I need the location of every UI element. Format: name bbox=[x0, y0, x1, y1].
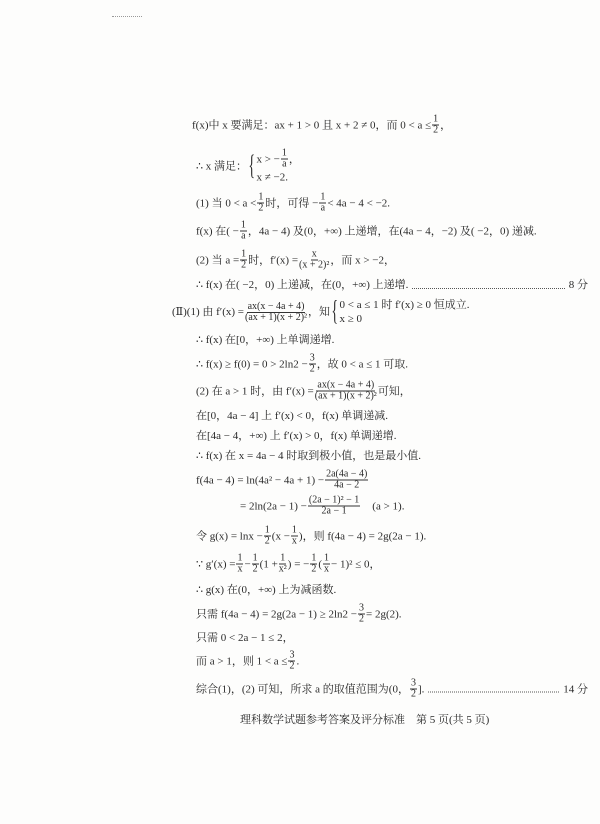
fraction bbox=[240, 250, 247, 271]
numerator: 1 bbox=[320, 191, 326, 203]
fraction bbox=[432, 115, 439, 136]
fraction bbox=[279, 554, 287, 575]
fraction bbox=[252, 554, 259, 575]
text-run: f(x)中 x 要满足：ax + 1 > 0 且 x + 2 ≠ 0，而 0 < a ≤ bbox=[192, 119, 432, 131]
text-run: − 1)² ≤ 0， bbox=[331, 558, 381, 570]
left-brace: { bbox=[248, 150, 256, 181]
score-points: 8 分 bbox=[568, 279, 588, 291]
solution-line bbox=[196, 632, 294, 644]
text-run: 时，可得 − bbox=[265, 197, 319, 209]
fraction bbox=[264, 526, 271, 547]
text-run: ) = − bbox=[287, 558, 310, 570]
text-run: 时，f′(x) = bbox=[248, 254, 299, 266]
scan-speck bbox=[112, 16, 142, 19]
numerator: 1 bbox=[241, 248, 247, 260]
denominator: (ax + 1)(x + 2)² bbox=[314, 390, 377, 402]
text-run: ∴ f(x) 在[0，+∞) 上单调递增. bbox=[196, 334, 335, 346]
numerator: ax(x − 4a + 4) bbox=[317, 379, 375, 391]
numerator: 3 bbox=[289, 649, 295, 661]
denominator: 2 bbox=[258, 202, 264, 214]
denominator: 2 bbox=[264, 535, 270, 547]
text-run: (2) 当 a = bbox=[196, 254, 240, 266]
solution-line bbox=[196, 450, 421, 462]
fraction bbox=[308, 496, 360, 517]
case-row bbox=[339, 299, 469, 311]
text-run: . bbox=[296, 655, 300, 667]
text-run: ]. bbox=[417, 683, 425, 695]
numerator: 3 bbox=[410, 677, 416, 689]
solution-line bbox=[196, 430, 397, 442]
text-run: x ≠ −2. bbox=[256, 171, 288, 184]
text-run: ，4a − 4) 及(0，+∞) 上递增，在(4a − 4，−2) 及( −2，0) 递减. bbox=[247, 225, 537, 237]
solution-line bbox=[196, 584, 336, 596]
text-run: ∵ g′(x) = bbox=[196, 558, 236, 570]
text-run: f(x) 在( − bbox=[196, 225, 239, 237]
solution-line bbox=[196, 193, 390, 214]
numerator: 1 bbox=[324, 552, 330, 564]
fraction bbox=[291, 526, 298, 547]
text-run: 而 a > 1，则 1 < a ≤ bbox=[196, 655, 288, 667]
denominator: (ax + 1)(x + 2)² bbox=[244, 311, 308, 323]
text-run: f(4a − 4) = ln(4a² − 4a + 1) − bbox=[196, 474, 325, 486]
text-run: 令 g(x) = lnx − bbox=[196, 530, 263, 542]
denominator: 2 bbox=[311, 563, 317, 575]
fraction bbox=[323, 554, 330, 575]
text-run: ∴ f(x) 在 x = 4a − 4 时取到极小值，也是最小值. bbox=[196, 450, 422, 462]
text-run: ， bbox=[440, 119, 452, 131]
text-run: ∴ f(x) ≥ f(0) = 0 > 2ln2 − bbox=[196, 358, 308, 370]
text-run: 只需 0 < 2a − 1 ≤ 2， bbox=[196, 632, 294, 644]
solution-line bbox=[196, 354, 408, 375]
denominator: a bbox=[241, 230, 246, 242]
solution-line bbox=[196, 250, 395, 271]
denominator: 2 bbox=[309, 363, 315, 375]
text-run: (a > 1). bbox=[361, 500, 405, 512]
solution-line bbox=[196, 604, 402, 625]
fraction bbox=[358, 604, 365, 625]
fraction bbox=[310, 554, 317, 575]
solution-line bbox=[196, 470, 369, 491]
denominator: (x + 2)² bbox=[299, 259, 330, 271]
text-run: ( bbox=[318, 558, 323, 570]
solution-line bbox=[240, 496, 404, 517]
case-system bbox=[330, 298, 470, 326]
numerator: 2a(4a − 4) bbox=[326, 468, 368, 480]
fraction bbox=[319, 193, 326, 214]
fraction bbox=[410, 679, 417, 700]
solution-line bbox=[192, 115, 451, 136]
text-run: = 2ln(2a − 1) − bbox=[240, 500, 307, 512]
numerator: 1 bbox=[280, 552, 286, 564]
solution-line bbox=[196, 381, 411, 402]
solution-line bbox=[196, 679, 588, 700]
text-run: (1) 当 0 < a < bbox=[196, 197, 257, 209]
text-run: ∴ g(x) 在(0，+∞) 上为减函数. bbox=[196, 584, 337, 596]
fraction bbox=[309, 354, 316, 375]
solution-line bbox=[172, 298, 470, 326]
denominator: x bbox=[237, 563, 243, 575]
text-run: − bbox=[244, 558, 251, 570]
denominator: 2 bbox=[433, 124, 439, 136]
solution-line bbox=[196, 410, 388, 422]
denominator: 2 bbox=[359, 613, 364, 625]
text-run: ， bbox=[288, 153, 300, 165]
fraction bbox=[240, 221, 247, 242]
text-run: (2) 在 a > 1 时，由 f′(x) = bbox=[196, 385, 314, 397]
text-run: 只需 f(4a − 4) = 2g(2a − 1) ≥ 2ln2 − bbox=[196, 608, 357, 620]
denominator: x bbox=[324, 563, 330, 575]
case-rows bbox=[339, 299, 469, 325]
fraction bbox=[257, 193, 264, 214]
denominator: x bbox=[291, 535, 297, 547]
numerator: 1 bbox=[258, 191, 264, 203]
solution-line bbox=[196, 334, 334, 346]
numerator: x bbox=[311, 248, 317, 260]
solution-line bbox=[196, 651, 299, 672]
numerator: 3 bbox=[359, 602, 364, 614]
numerator: 1 bbox=[264, 524, 270, 536]
text-run: ，而 x > −2， bbox=[330, 254, 396, 266]
text-run: ∴ f(x) 在( −2，0) 上递减，在(0，+∞) 上递增. bbox=[196, 279, 409, 291]
denominator: 2 bbox=[241, 259, 247, 271]
case-rows bbox=[256, 149, 299, 184]
numerator: 1 bbox=[281, 147, 287, 159]
text-run: (x − bbox=[271, 530, 290, 542]
text-run: ∴ x 满足： bbox=[196, 160, 247, 172]
case-row bbox=[339, 313, 469, 325]
numerator: 3 bbox=[309, 352, 315, 364]
case-row bbox=[256, 172, 299, 184]
text-run: ，故 0 < a ≤ 1 可取. bbox=[316, 358, 409, 370]
denominator: 2 bbox=[289, 660, 295, 672]
text-run: 0 < a ≤ 1 时 f′(x) ≥ 0 恒成立. bbox=[339, 299, 470, 311]
numerator: 1 bbox=[237, 552, 243, 564]
solution-line bbox=[196, 149, 300, 184]
fraction bbox=[315, 381, 377, 402]
text-run: x ≥ 0 bbox=[339, 313, 363, 325]
solution-line bbox=[196, 279, 588, 291]
case-row bbox=[256, 149, 299, 170]
text-run: )，则 f(4a − 4) = 2g(2a − 1). bbox=[298, 530, 427, 542]
numerator: 1 bbox=[311, 552, 317, 564]
case-system bbox=[247, 149, 300, 184]
left-brace: { bbox=[331, 296, 339, 327]
fraction bbox=[299, 250, 329, 271]
fraction bbox=[236, 554, 243, 575]
solution-line bbox=[196, 526, 426, 547]
dotted-leader bbox=[428, 686, 559, 693]
denominator: 2a − 1 bbox=[321, 505, 347, 517]
fraction bbox=[281, 149, 288, 170]
numerator: (2a − 1)² − 1 bbox=[308, 494, 360, 506]
numerator: ax(x − 4a + 4) bbox=[247, 300, 305, 312]
fraction bbox=[288, 651, 295, 672]
denominator: a bbox=[320, 202, 326, 214]
text-run: < 4a − 4 < −2. bbox=[327, 197, 391, 209]
text-run: = 2g(2). bbox=[366, 608, 402, 620]
text-run: 可知， bbox=[377, 385, 411, 397]
text-run: 综合(1)，(2) 可知，所求 a 的取值范围为(0， bbox=[196, 683, 409, 695]
score-points: 14 分 bbox=[563, 683, 588, 695]
text-run: 在[4a − 4，+∞) 上 f′(x) > 0，f(x) 单调递增. bbox=[196, 430, 397, 442]
fraction bbox=[245, 302, 307, 323]
solution-line bbox=[196, 221, 537, 242]
text-run: x > − bbox=[256, 153, 280, 165]
denominator: 4a − 2 bbox=[334, 479, 360, 491]
denominator: 2 bbox=[252, 563, 258, 575]
dotted-leader bbox=[412, 282, 564, 289]
denominator: x² bbox=[278, 563, 287, 575]
denominator: 2 bbox=[410, 688, 416, 700]
text-run: (1 + bbox=[259, 558, 278, 570]
text-run: ，知 bbox=[308, 306, 331, 318]
text-run: 在[0，4a − 4] 上 f′(x) < 0，f(x) 单调递减. bbox=[196, 410, 388, 422]
denominator: a bbox=[282, 158, 287, 170]
numerator: 1 bbox=[433, 113, 439, 125]
fraction bbox=[325, 470, 368, 491]
text-run: (Ⅱ)(1) 由 f′(x) = bbox=[172, 306, 244, 318]
solution-line bbox=[196, 554, 380, 575]
page-footer: 理科数学试题参考答案及评分标准 第 5 页(共 5 页) bbox=[240, 714, 490, 726]
numerator: 1 bbox=[291, 524, 297, 536]
numerator: 1 bbox=[240, 219, 246, 231]
numerator: 1 bbox=[252, 552, 258, 564]
